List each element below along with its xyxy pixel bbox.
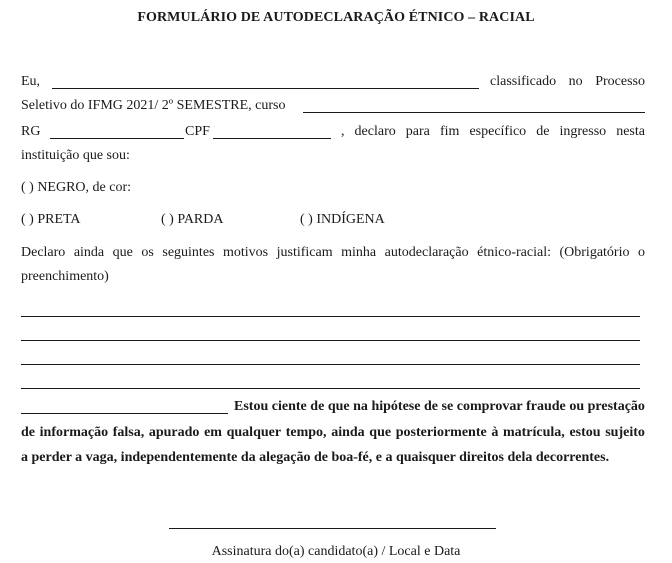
course-field[interactable]	[303, 112, 645, 113]
word: de	[310, 399, 325, 414]
word: étnico-racial:	[477, 245, 551, 260]
word: ou	[569, 399, 585, 414]
signature-caption: Assinatura do(a) candidato(a) / Local e Data	[211, 544, 461, 559]
word: prestação	[587, 399, 645, 414]
statement-line3: a perder a vaga, independentemente da alegação de boa-fé, e a quaisquer direitos dela decorrentes.	[21, 450, 610, 465]
word: que	[112, 245, 133, 260]
word: nesta	[616, 124, 645, 139]
word: ,	[341, 124, 345, 139]
line3-text	[341, 123, 645, 141]
line1-suffix	[490, 73, 645, 91]
word: qualquer	[226, 425, 282, 440]
word: classificado	[490, 74, 557, 89]
word: específico	[469, 124, 527, 139]
signature-line[interactable]	[169, 528, 496, 529]
motive-line-1[interactable]	[21, 316, 640, 317]
motives-text-line1	[21, 244, 645, 262]
word: sujeito	[605, 425, 645, 440]
word: se	[441, 399, 454, 414]
word: no	[568, 74, 583, 89]
cpf-field[interactable]	[213, 138, 331, 139]
rg-label: RG	[21, 124, 41, 139]
motive-line-2[interactable]	[21, 340, 640, 341]
form-title: FORMULÁRIO DE AUTODECLARAÇÃO ÉTNICO – RACIAL	[137, 10, 535, 25]
word: ainda	[331, 425, 365, 440]
word: Estou	[234, 399, 269, 414]
word: de	[424, 399, 438, 414]
word: na	[353, 399, 368, 414]
statement-blank[interactable]	[21, 413, 228, 414]
word: de	[536, 124, 550, 139]
word: estou	[569, 425, 601, 440]
statement-line2	[21, 424, 645, 442]
word: informação	[39, 425, 109, 440]
motive-line-4[interactable]	[21, 388, 640, 389]
indigena-checkbox[interactable]: ( ) INDÍGENA	[300, 212, 385, 227]
motives-text-line2: preenchimento)	[21, 269, 109, 284]
word: apurado	[148, 425, 200, 440]
line4-text: instituição que sou:	[21, 148, 130, 163]
cpf-label: CPF	[185, 124, 210, 139]
word: o	[638, 245, 645, 260]
negro-checkbox[interactable]: ( ) NEGRO, de cor:	[21, 180, 132, 195]
line2-text: Seletivo do IFMG 2021/ 2º SEMESTRE, curso	[21, 98, 286, 113]
word: que	[327, 399, 350, 414]
word: fraude	[526, 399, 566, 414]
parda-checkbox[interactable]: ( ) PARDA	[161, 212, 224, 227]
word: comprovar	[456, 399, 523, 414]
word: (Obrigatório	[559, 245, 630, 260]
word: Processo	[595, 74, 645, 89]
word: autodeclaração	[384, 245, 469, 260]
word: de	[21, 425, 35, 440]
word: declaro	[354, 124, 396, 139]
word: em	[204, 425, 222, 440]
word: ciente	[271, 399, 307, 414]
motive-line-3[interactable]	[21, 364, 640, 365]
word: para	[405, 124, 430, 139]
word: posteriormente	[395, 425, 487, 440]
word: os	[141, 245, 154, 260]
word: que	[369, 425, 392, 440]
word: à	[491, 425, 499, 440]
word: minha	[341, 245, 377, 260]
statement-line1	[234, 398, 645, 416]
rg-field[interactable]	[50, 138, 184, 139]
word: tempo,	[285, 425, 327, 440]
word: hipótese	[371, 399, 421, 414]
name-field[interactable]	[52, 88, 479, 89]
eu-label: Eu,	[21, 74, 41, 89]
word: justificam	[276, 245, 333, 260]
word: motivos	[223, 245, 269, 260]
word: Declaro	[21, 245, 66, 260]
word: matrícula,	[502, 425, 565, 440]
word: ingresso	[559, 124, 607, 139]
word: fim	[439, 124, 460, 139]
preta-checkbox[interactable]: ( ) PRETA	[21, 212, 81, 227]
word: falsa,	[112, 425, 145, 440]
word: ainda	[73, 245, 105, 260]
word: seguintes	[162, 245, 215, 260]
